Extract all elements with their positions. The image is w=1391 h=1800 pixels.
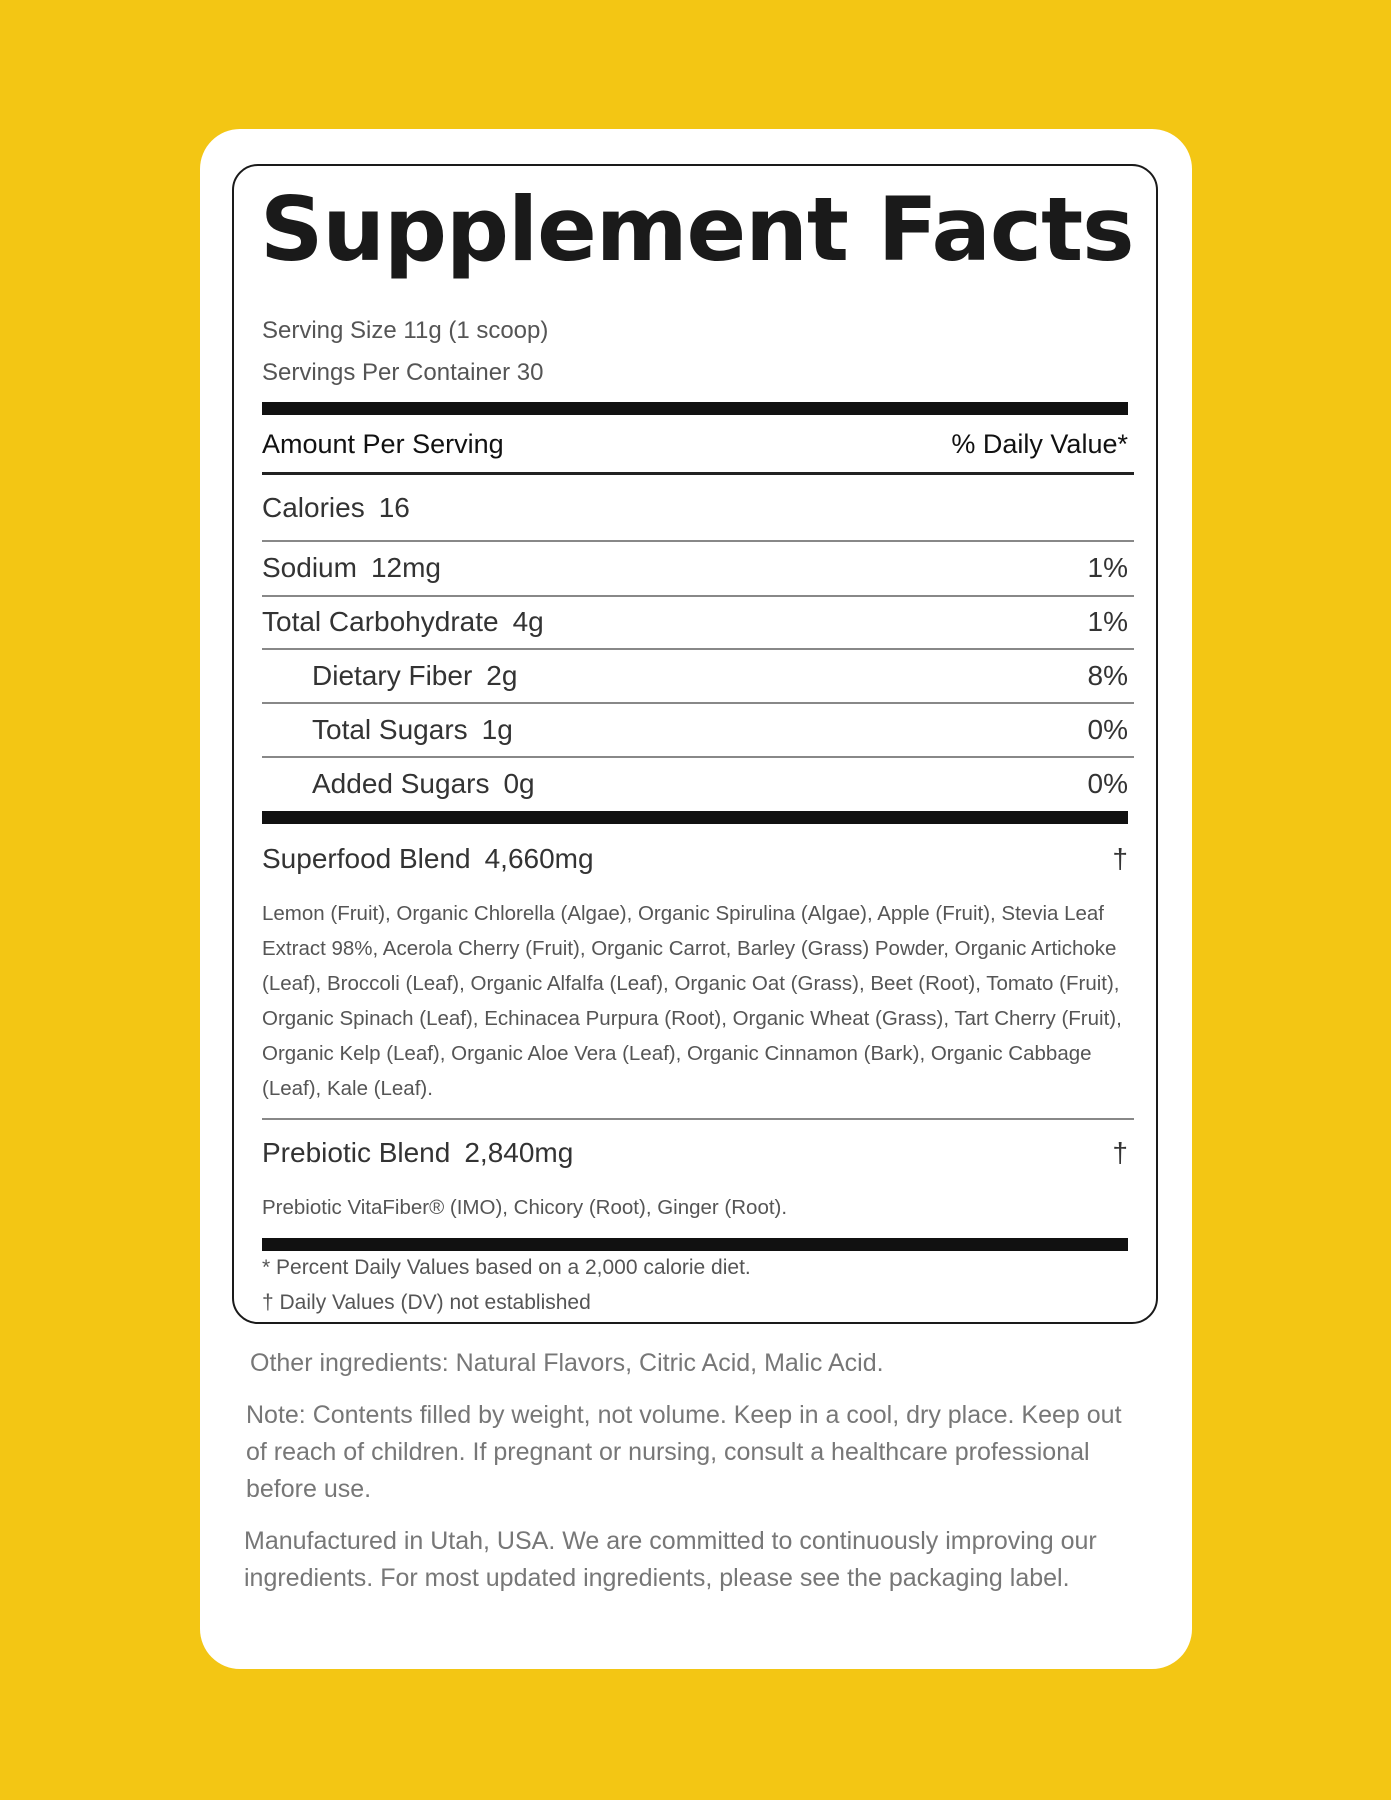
nutrient-name: Total Sugars [312, 714, 468, 745]
divider [262, 756, 1134, 758]
blend-name: Prebiotic Blend [262, 1137, 451, 1168]
amount-header-row [262, 424, 1128, 464]
manufacturing-statement: Manufactured in Utah, USA. We are committed to continuously improving our ingredients. For most updated ingredients, please see the packaging label. [244, 1527, 1097, 1592]
footnote-daily-values: * Percent Daily Values based on a 2,000 calorie diet. [262, 1256, 751, 1279]
blend-dv: † [1112, 843, 1128, 874]
nutrient-amount: 1g [481, 714, 513, 745]
nutrient-dv: 8% [1087, 660, 1128, 691]
nutrient-name: Added Sugars [312, 768, 490, 799]
divider [262, 595, 1134, 597]
prebiotic-blend-row [262, 1133, 1128, 1173]
nutrient-row-total-carbohydrate [262, 602, 1128, 642]
calories-row [262, 488, 1128, 528]
nutrient-dv: 1% [1087, 552, 1128, 583]
superfood-ingredients: Lemon (Fruit), Organic Chlorella (Algae), Organic Spirulina (Algae), Apple (Fruit), Stevia Leaf Extract 98%, Acerola Cherry (Fruit), Organic Carrot, Barley (Grass) Powder, Organic Artichoke (Leaf), Broccoli (Leaf), Organic Alfalfa (Leaf), Organic Oat (Grass), Beet (Root), Tomato (Fruit), Organic Spinach (Leaf), Echinacea Purpura (Root), Organic Wheat (Grass), Tart Cherry (Fruit), Organic Kelp (Leaf), Organic Aloe Vera (Leaf), Organic Cinnamon (Bark), Organic Cabbage (Leaf), Kale (Leaf). [262, 902, 1122, 1100]
nutrient-name: Dietary Fiber [312, 660, 473, 691]
nutrient-row-sodium [262, 548, 1128, 588]
servings-per-container: Servings Per Container 30 [262, 359, 544, 386]
storage-note: Note: Contents filled by weight, not volume. Keep in a cool, dry place. Keep out of reach of children. If pregnant or nursing, consult a healthcare professional before use. [246, 1401, 1122, 1503]
nutrient-amount: 0g [503, 768, 535, 799]
supplement-facts-panel [232, 164, 1158, 1324]
nutrient-dv: 1% [1087, 606, 1128, 637]
divider [262, 540, 1134, 542]
calories-amount: 16 [378, 492, 410, 523]
thick-divider-bottom [262, 1238, 1128, 1251]
nutrient-row-dietary-fiber [312, 656, 1128, 696]
label-card [200, 129, 1192, 1669]
divider [262, 648, 1134, 650]
blend-amount: 2,840mg [464, 1137, 574, 1168]
nutrient-dv: 0% [1087, 714, 1128, 745]
divider [262, 702, 1134, 704]
blend-dv: † [1112, 1137, 1128, 1168]
nutrient-dv: 0% [1087, 768, 1128, 799]
serving-size: Serving Size 11g (1 scoop) [262, 317, 549, 344]
other-ingredients: Other ingredients: Natural Flavors, Citric Acid, Malic Acid. [250, 1349, 884, 1377]
superfood-blend-row [262, 839, 1128, 879]
header-divider [262, 472, 1134, 475]
daily-value-label: % Daily Value* [951, 428, 1128, 459]
nutrient-name: Total Carbohydrate [262, 606, 499, 637]
nutrient-name: Sodium [262, 552, 357, 583]
prebiotic-ingredients: Prebiotic VitaFiber® (IMO), Chicory (Root), Ginger (Root). [262, 1196, 788, 1219]
nutrient-amount: 12mg [370, 552, 441, 583]
nutrient-amount: 4g [512, 606, 544, 637]
nutrient-amount: 2g [486, 660, 518, 691]
amount-per-serving-label: Amount Per Serving [262, 428, 504, 459]
nutrient-row-added-sugars [312, 764, 1128, 804]
thick-divider-middle [262, 811, 1128, 824]
footnote-dv-not-established: † Daily Values (DV) not established [262, 1291, 591, 1314]
calories-name: Calories [262, 492, 365, 523]
nutrient-row-total-sugars [312, 710, 1128, 750]
divider [262, 1118, 1134, 1120]
blend-amount: 4,660mg [484, 843, 594, 874]
panel-title: Supplement Facts [260, 178, 1134, 281]
blend-name: Superfood Blend [262, 843, 471, 874]
thick-divider-top [262, 402, 1128, 415]
